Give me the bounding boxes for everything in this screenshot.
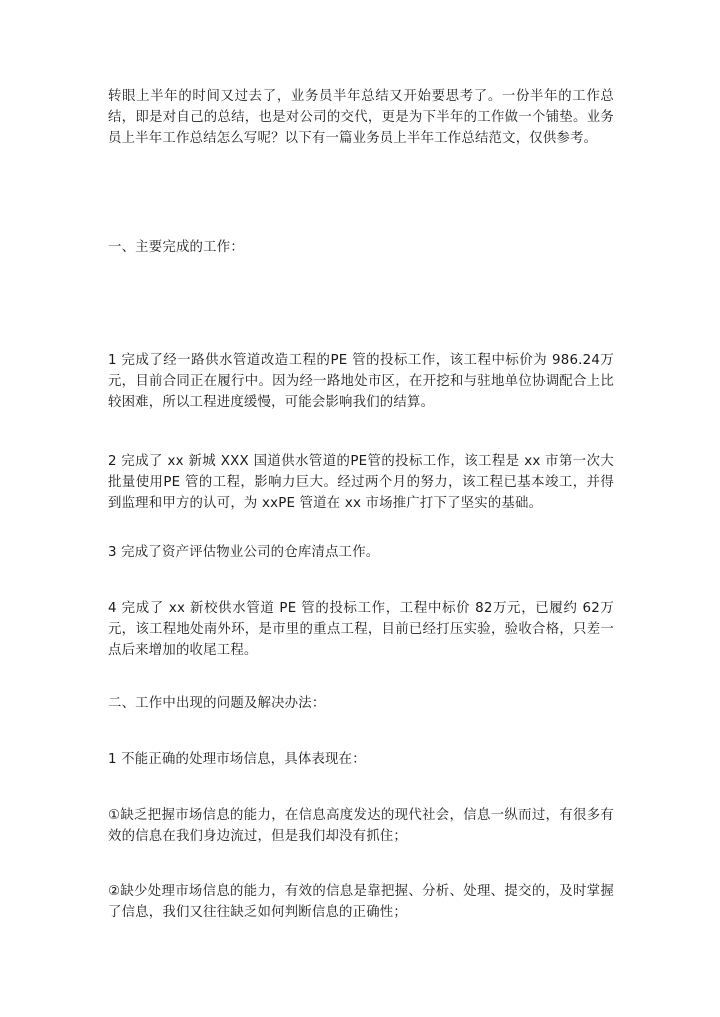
section-2-subitem-2: ②缺少处理市场信息的能力，有效的信息是靠把握、分析、处理、提交的，及时掌握了信息，我们又往往缺乏如何判断信息的正确性； [108, 884, 614, 920]
section-1-item-4: 4 完成了 xx 新校供水管道 PE 管的投标工作，工程中标价 82万元，已履约 62万元，该工程地处南外环，是市里的重点工程，目前已经打压实验，验收合格，只差一点后来增加的收尾工程。 [108, 601, 614, 658]
section-1-item-2: 2 完成了 xx 新城 XXX 国道供水管道的PE管的投标工作，该工程是 xx 市第一次大批量使用PE 管的工程，影响力巨大。经过两个月的努力，该工程已基本竣工，并得到监理和甲方的认可，为 xxPE 管道在 xx 市场推广打下了坚实的基础。 [108, 454, 614, 511]
intro-paragraph: 转眼上半年的时间又过去了，业务员半年总结又开始要思考了。一份半年的工作总结，即是对自己的总结，也是对公司的交代，更是为下半年的工作做一个铺垫。业务员上半年工作总结怎么写呢？以下有一篇业务员上半年工作总结范文，仅供参考。 [108, 89, 614, 146]
section-1-item-1: 1 完成了经一路供水管道改造工程的PE 管的投标工作，该工程中标价为 986.24万元，目前合同正在履行中。因为经一路地处市区，在开挖和与驻地单位协调配合上比较困难，所以工程进度缓慢，可能会影响我们的结算。 [108, 353, 614, 410]
section-2-item-1: 1 不能正确的处理市场信息，具体表现在： [108, 752, 366, 767]
section-2-subitem-1: ①缺乏把握市场信息的能力，在信息高度发达的现代社会，信息一纵而过，有很多有效的信息在我们身边流过，但是我们却没有抓住； [108, 808, 614, 844]
section-2-heading: 二、工作中出现的问题及解决办法： [108, 696, 326, 711]
section-1-item-3: 3 完成了资产评估物业公司的仓库清点工作。 [108, 545, 380, 560]
section-1-heading: 一、主要完成的工作： [108, 240, 244, 255]
